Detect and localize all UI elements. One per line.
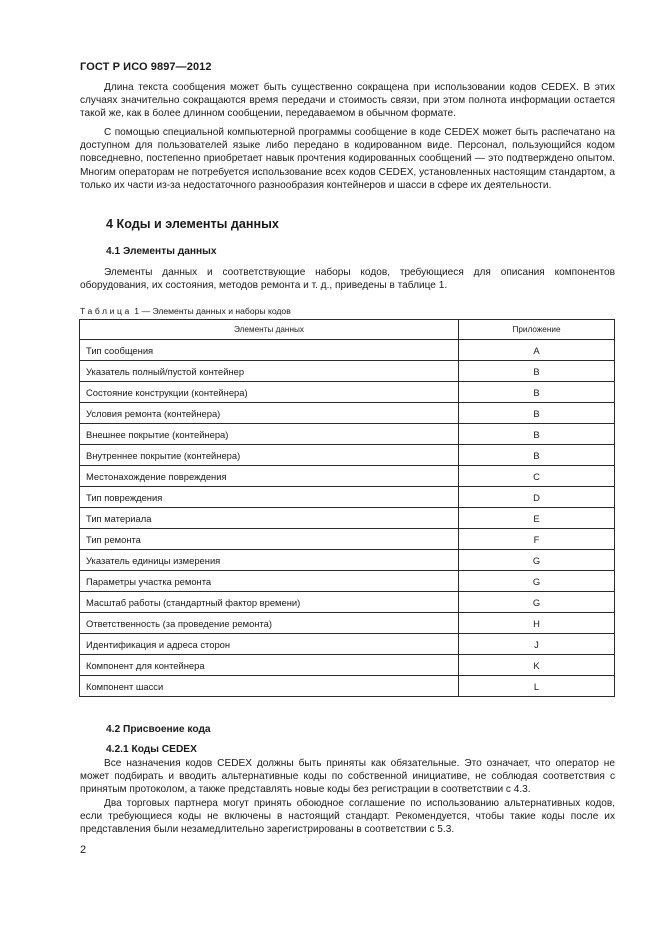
- annex-cell: B: [459, 382, 615, 403]
- table-row: [80, 676, 615, 697]
- annex-cell: G: [459, 550, 615, 571]
- data-element-cell: Компонент шасси: [80, 676, 459, 697]
- table-row: [80, 403, 615, 424]
- table-row: [80, 445, 615, 466]
- intro-paragraph-1: Длина текста сообщения может быть существенно сокращена при использовании кодов CEDEX. В этих случаях значительно сокращаются время передачи и стоимость связи, при этом полнота информации остается такой же, как в более длинном сообщении, передаваемом в обычном формате.: [80, 82, 615, 120]
- table-caption-title: 1 — Элементы данных и наборы кодов: [131, 306, 291, 316]
- annex-cell: G: [459, 571, 615, 592]
- data-element-cell: Идентификация и адреса сторон: [80, 634, 459, 655]
- table-row: [80, 634, 615, 655]
- table-row: [80, 382, 615, 403]
- table-row: [80, 655, 615, 676]
- data-element-cell: Тип сообщения: [80, 340, 459, 361]
- table-row: [80, 550, 615, 571]
- page-number: 2: [80, 844, 87, 856]
- annex-cell: B: [459, 361, 615, 382]
- data-element-cell: Условия ремонта (контейнера): [80, 403, 459, 424]
- data-element-cell: Местонахождение повреждения: [80, 466, 459, 487]
- table-row: [80, 508, 615, 529]
- table-header-row: [80, 320, 615, 340]
- annex-cell: K: [459, 655, 615, 676]
- section-4-1-heading: 4.1 Элементы данных: [106, 246, 217, 257]
- table-row: [80, 529, 615, 550]
- section-4-heading: 4 Коды и элементы данных: [106, 217, 279, 231]
- data-element-cell: Ответственность (за проведение ремонта): [80, 613, 459, 634]
- section-4-2-heading: 4.2 Присвоение кода: [106, 724, 211, 735]
- data-element-cell: Компонент для контейнера: [80, 655, 459, 676]
- annex-cell: A: [459, 340, 615, 361]
- table-row: [80, 466, 615, 487]
- table-caption-label: Таблица: [80, 306, 132, 316]
- table-row: [80, 613, 615, 634]
- data-element-cell: Состояние конструкции (контейнера): [80, 382, 459, 403]
- annex-cell: D: [459, 487, 615, 508]
- table-body: [80, 340, 615, 697]
- annex-cell: H: [459, 613, 615, 634]
- section-4-2-1-paragraph-2: Два торговых партнера могут принять обоюдное соглашение по использованию альтернативных кодов, если требующиеся коды не включены в настоящий стандарт. Рекомендуется, чтобы такие коды после их представления были незамедлительно зарегистрированы в соответствии с 5.3.: [80, 798, 615, 836]
- annex-cell: E: [459, 508, 615, 529]
- data-element-cell: Тип ремонта: [80, 529, 459, 550]
- section-4-1-paragraph: Элементы данных и соответствующие наборы кодов, требующиеся для описания компонентов оборудования, их состояния, методов ремонта и т. д., приведены в таблице 1.: [80, 267, 615, 292]
- annex-cell: C: [459, 466, 615, 487]
- annex-cell: G: [459, 592, 615, 613]
- data-element-cell: Внешнее покрытие (контейнера): [80, 424, 459, 445]
- data-element-cell: Тип повреждения: [80, 487, 459, 508]
- data-element-cell: Указатель полный/пустой контейнер: [80, 361, 459, 382]
- data-element-cell: Параметры участка ремонта: [80, 571, 459, 592]
- table-row: [80, 592, 615, 613]
- data-element-cell: Масштаб работы (стандартный фактор времени): [80, 592, 459, 613]
- data-elements-table: [79, 319, 615, 697]
- data-element-cell: Внутреннее покрытие (контейнера): [80, 445, 459, 466]
- column-header-elements: Элементы данных: [80, 320, 459, 340]
- annex-cell: B: [459, 424, 615, 445]
- annex-cell: B: [459, 403, 615, 424]
- table-1-caption: [80, 306, 291, 316]
- annex-cell: B: [459, 445, 615, 466]
- table-row: [80, 487, 615, 508]
- section-4-2-1-paragraph-1: Все назначения кодов CEDEX должны быть приняты как обязательные. Это означает, что оператор не может подбирать и вводить альтернативные коды по собственной инициативе, не соблюдая соответствия с принятым протоколом, а также представлять новые коды без регистрации в соответствии с 4.3.: [80, 758, 615, 796]
- data-element-cell: Указатель единицы измерения: [80, 550, 459, 571]
- annex-cell: J: [459, 634, 615, 655]
- table-row: [80, 571, 615, 592]
- section-4-2-1-heading: 4.2.1 Коды CEDEX: [106, 744, 197, 755]
- annex-cell: F: [459, 529, 615, 550]
- table-row: [80, 424, 615, 445]
- data-element-cell: Тип материала: [80, 508, 459, 529]
- page-header-standard: ГОСТ Р ИСО 9897—2012: [80, 61, 212, 73]
- table-row: [80, 340, 615, 361]
- intro-paragraph-2: С помощью специальной компьютерной программы сообщение в коде CEDEX может быть распечатано на доступном для пользователей языке либо передано в кодированном виде. Персонал, пользующийся кодом повседневно, постепенно приобретает навык прочтения кодированных сообщений — это подтверждено опытом. Многим операторам не потребуется использование всех кодов CEDEX, установленных настоящим стандартом, а только их части из-за недостаточного разнообразия контейнеров и шасси в сфере их деятельности.: [80, 127, 615, 191]
- annex-cell: L: [459, 676, 615, 697]
- column-header-annex: Приложение: [459, 320, 615, 340]
- table-row: [80, 361, 615, 382]
